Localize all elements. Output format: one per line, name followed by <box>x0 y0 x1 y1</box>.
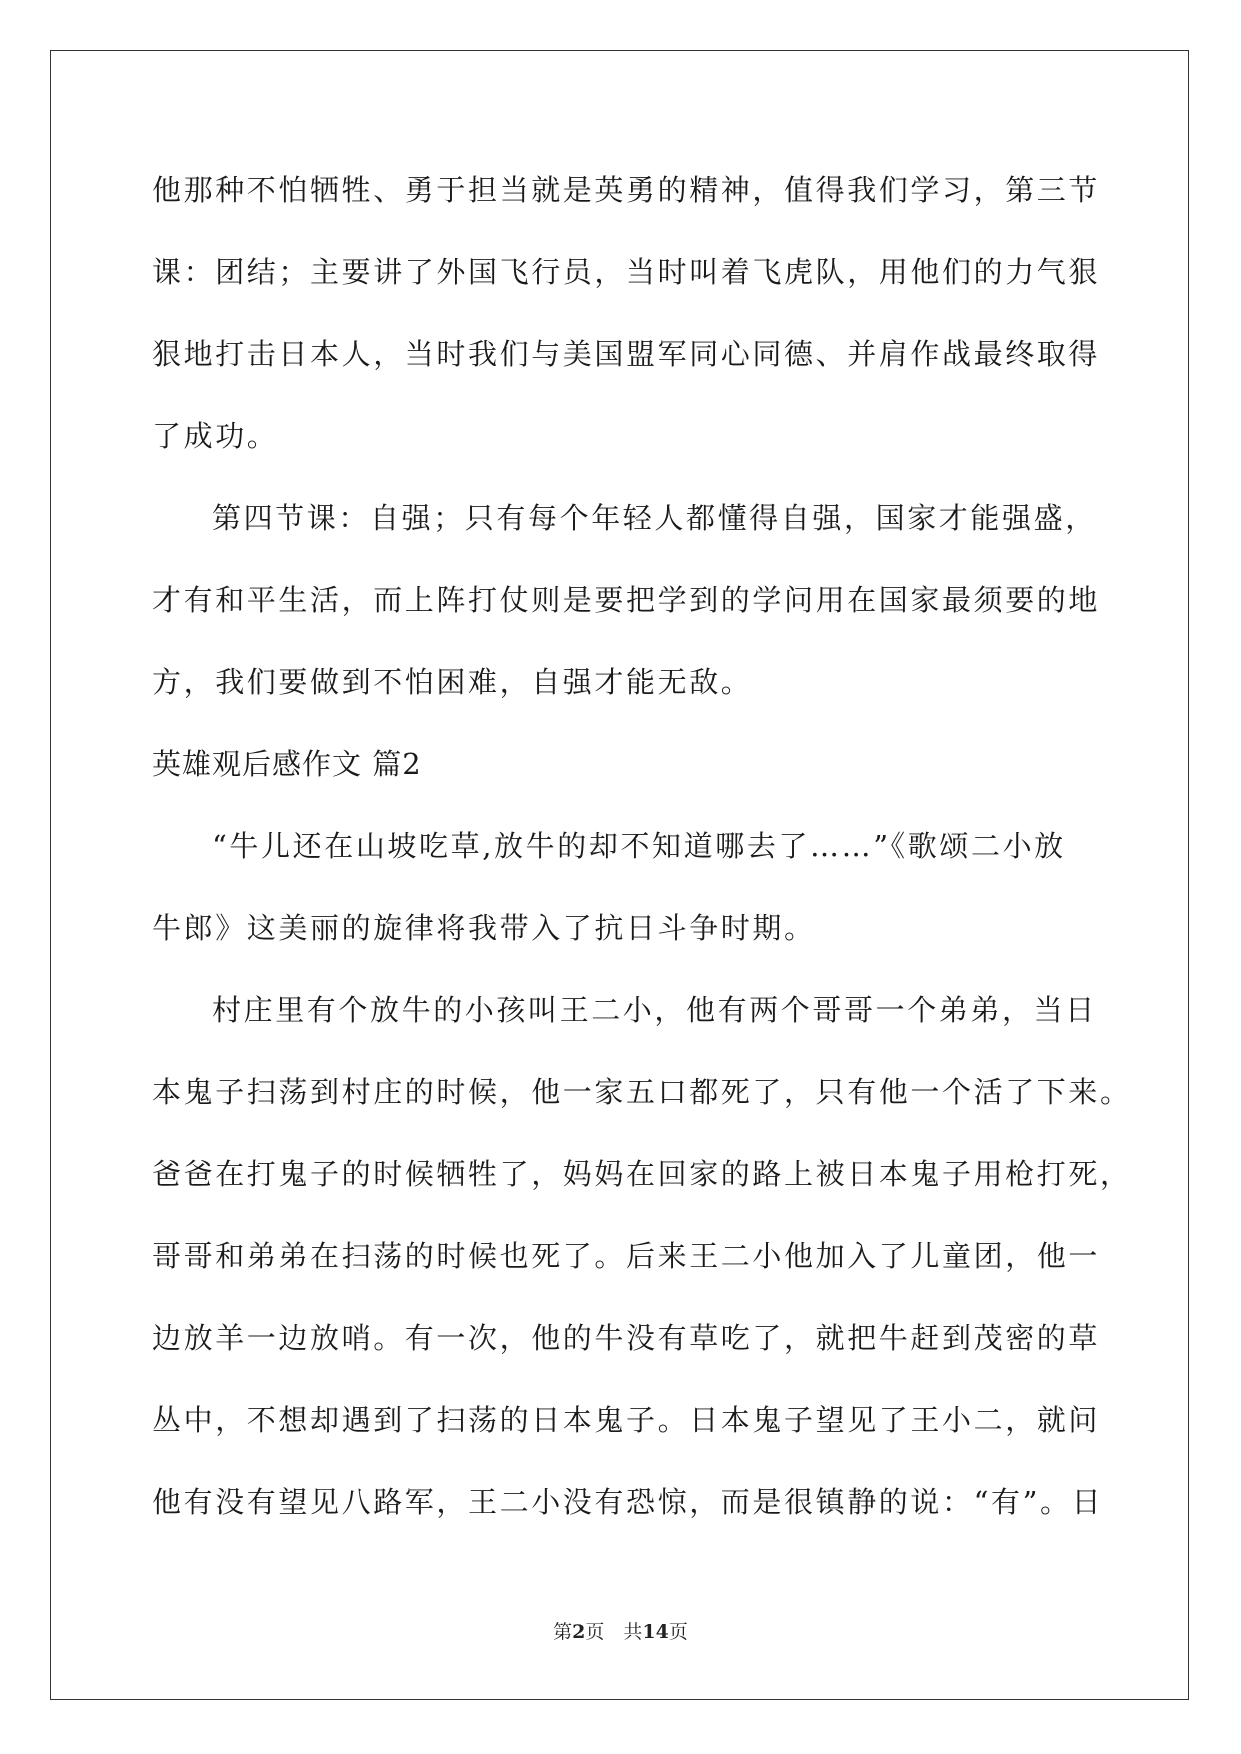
text-line: 第四节课：自强；只有每个年轻人都懂得自强，国家才能强盛， <box>212 501 1097 535</box>
document-body <box>152 160 1132 1554</box>
page-footer <box>0 1617 1241 1644</box>
section-heading: 英雄观后感作文 篇2 <box>152 747 422 781</box>
text-line: 爸爸在打鬼子的时候牺牲了，妈妈在回家的路上被日本鬼子用枪打死， <box>152 1157 1132 1191</box>
text-line: 他那种不怕牺牲、勇于担当就是英勇的精神，值得我们学习，第三节 <box>152 173 1101 207</box>
text-line: 哥哥和弟弟在扫荡的时候也死了。后来王二小他加入了儿童团，他一 <box>152 1239 1101 1273</box>
text-line: 课：团结；主要讲了外国飞行员，当时叫着飞虎队，用他们的力气狠 <box>152 255 1101 289</box>
text-line: 才有和平生活，而上阵打仗则是要把学到的学问用在国家最须要的地 <box>152 583 1101 617</box>
footer-prefix: 第 <box>553 1621 573 1643</box>
text-line: 了成功。 <box>152 419 279 453</box>
footer-middle: 页 共 <box>585 1621 643 1643</box>
footer-suffix: 页 <box>668 1621 688 1643</box>
text-line: 本鬼子扫荡到村庄的时候，他一家五口都死了，只有他一个活了下来。 <box>152 1075 1132 1109</box>
text-line: “牛儿还在山坡吃草,放牛的却不知道哪去了……”《歌颂二小放 <box>212 829 1066 863</box>
page-number: 2 <box>572 1621 586 1643</box>
text-line: 狠地打击日本人，当时我们与美国盟军同心同德、并肩作战最终取得 <box>152 337 1101 371</box>
text-line: 牛郎》这美丽的旋律将我带入了抗日斗争时期。 <box>152 911 816 945</box>
total-pages: 14 <box>642 1621 669 1643</box>
text-line: 村庄里有个放牛的小孩叫王二小，他有两个哥哥一个弟弟，当日 <box>212 993 1097 1027</box>
text-line: 方，我们要做到不怕困难，自强才能无敌。 <box>152 665 753 699</box>
text-line: 边放羊一边放哨。有一次，他的牛没有草吃了，就把牛赶到茂密的草 <box>152 1321 1101 1355</box>
text-line: 丛中，不想却遇到了扫荡的日本鬼子。日本鬼子望见了王小二，就问 <box>152 1403 1101 1437</box>
text-line: 他有没有望见八路军，王二小没有恐惊，而是很镇静的说：“有”。日 <box>152 1485 1104 1519</box>
